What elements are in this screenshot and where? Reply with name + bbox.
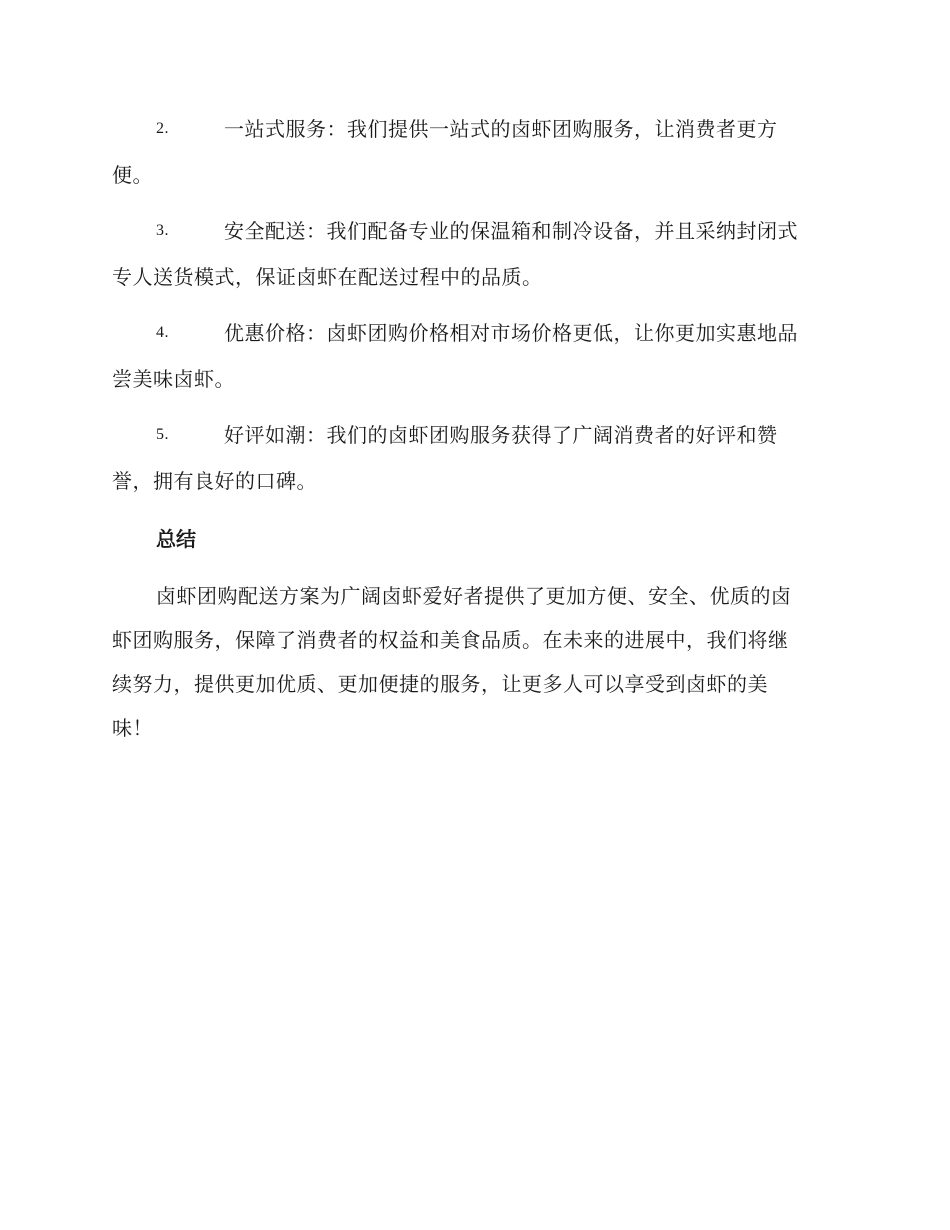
list-text-line1: 安全配送：我们配备专业的保温箱和制冷设备，并且采纳封闭式 bbox=[224, 219, 798, 243]
list-number: 5. bbox=[156, 426, 169, 443]
summary-paragraph bbox=[112, 574, 834, 750]
list-text-line2: 尝美味卤虾。 bbox=[112, 367, 235, 391]
list-text-line2: 誉，拥有良好的口碑。 bbox=[112, 469, 317, 493]
list-item bbox=[112, 208, 834, 300]
list-text-line1: 一站式服务：我们提供一站式的卤虾团购服务，让消费者更方 bbox=[224, 117, 778, 141]
list-number: 4. bbox=[156, 324, 169, 341]
paragraph-line: 虾团购服务，保障了消费者的权益和美食品质。在未来的进展中，我们将继 bbox=[112, 628, 789, 652]
list-text-line2: 专人送货模式，保证卤虾在配送过程中的品质。 bbox=[112, 265, 543, 289]
list-item bbox=[112, 412, 834, 504]
paragraph-line: 卤虾团购配送方案为广阔卤虾爱好者提供了更加方便、安全、优质的卤 bbox=[156, 584, 792, 608]
list-text-line2: 便。 bbox=[112, 163, 153, 187]
paragraph-line: 续努力，提供更加优质、更加便捷的服务，让更多人可以享受到卤虾的美 bbox=[112, 672, 768, 696]
paragraph-line: 味！ bbox=[112, 716, 153, 740]
list-number: 2. bbox=[156, 120, 169, 137]
section-heading: 总结 bbox=[156, 527, 196, 551]
list-text-line1: 优惠价格：卤虾团购价格相对市场价格更低，让你更加实惠地品 bbox=[224, 321, 798, 345]
list-number: 3. bbox=[156, 222, 169, 239]
list-text-line1: 好评如潮：我们的卤虾团购服务获得了广阔消费者的好评和赞 bbox=[224, 423, 778, 447]
list-item bbox=[112, 310, 834, 402]
list-item bbox=[112, 106, 834, 198]
